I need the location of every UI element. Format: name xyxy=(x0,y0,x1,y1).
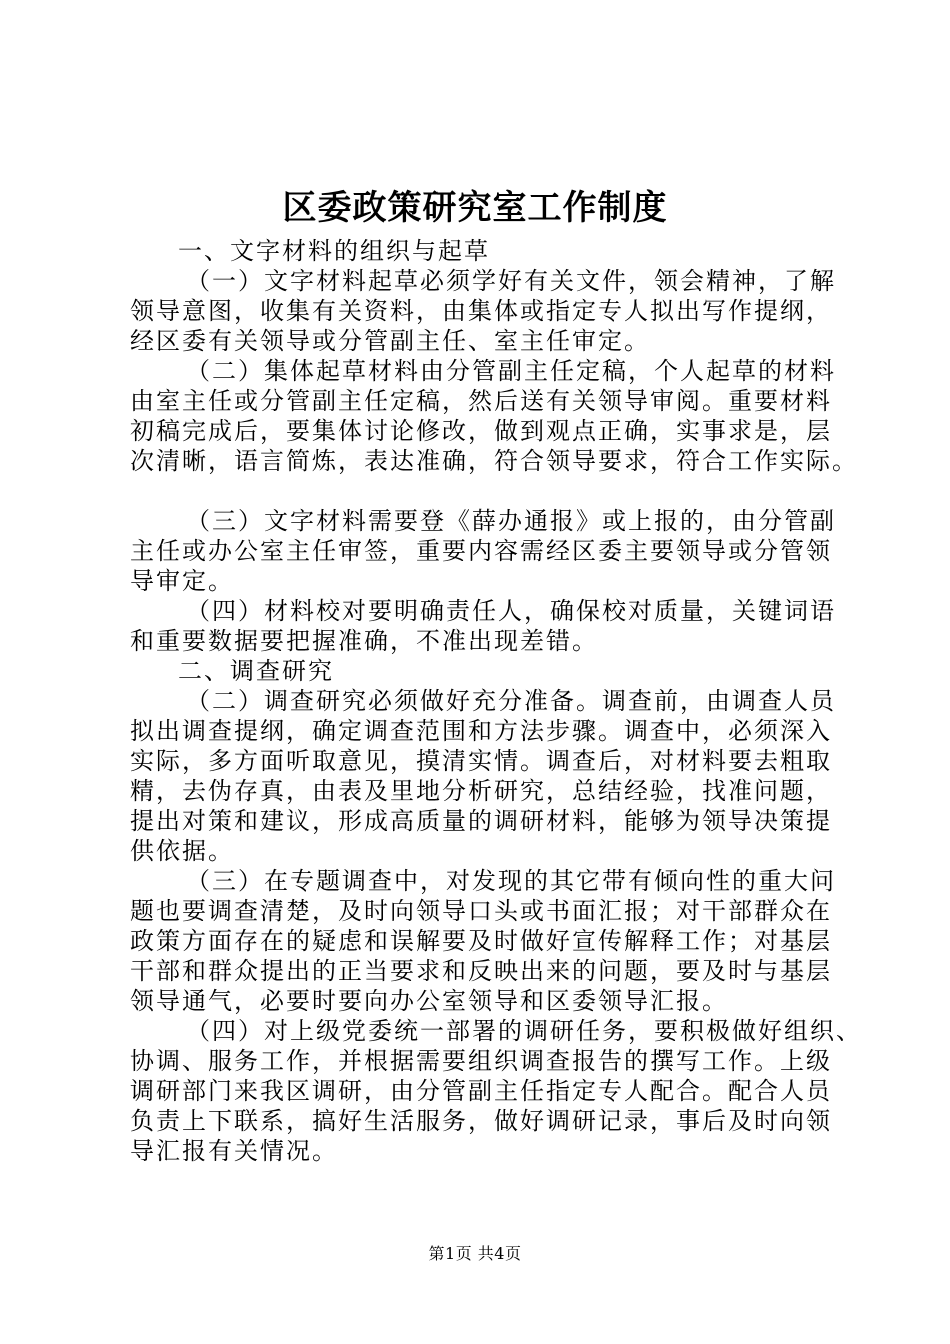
document-title: 区委政策研究室工作制度 xyxy=(282,188,668,228)
paragraph-line: 和重要数据要把握准确，不准出现差错。 xyxy=(130,627,598,655)
paragraph-line: 经区委有关领导或分管副主任、室主任审定。 xyxy=(130,327,650,355)
paragraph xyxy=(130,686,836,866)
paragraph-line: （一）文字材料起草必须学好有关文件，领会精神，了解 xyxy=(186,267,836,295)
paragraph-line: 领导通气，必要时要向办公室领导和区委领导汇报。 xyxy=(130,987,728,1015)
paragraph-line: 调研部门来我区调研，由分管副主任指定专人配合。配合人员 xyxy=(130,1077,832,1105)
paragraph-line: 导汇报有关情况。 xyxy=(130,1137,338,1165)
paragraph xyxy=(130,1016,862,1166)
paragraph-line: 主任或办公室主任审签，重要内容需经区委主要领导或分管领 xyxy=(130,537,832,565)
paragraph-line: 协调、服务工作，并根据需要组织调查报告的撰写工作。上级 xyxy=(130,1047,832,1075)
paragraph xyxy=(130,266,836,356)
paragraph-line: 负责上下联系，搞好生活服务，做好调研记录，事后及时向领 xyxy=(130,1107,832,1135)
paragraph-line: （四）对上级党委统一部署的调研任务，要积极做好组织、 xyxy=(186,1017,862,1045)
paragraph-line: （二）调查研究必须做好充分准备。调查前，由调查人员 xyxy=(186,687,836,715)
paragraph-line: 政策方面存在的疑虑和误解要及时做好宣传解释工作；对基层 xyxy=(130,927,832,955)
page-number: 第1页 共4页 xyxy=(428,1244,522,1263)
blank-line xyxy=(130,476,830,506)
paragraph xyxy=(130,866,836,1016)
paragraph-line: 实际，多方面听取意见，摸清实情。调查后，对材料要去粗取 xyxy=(130,747,832,775)
paragraph xyxy=(130,356,858,476)
heading-line: 二、调查研究 xyxy=(178,657,334,685)
paragraph-line: 提出对策和建议，形成高质量的调研材料，能够为领导决策提 xyxy=(130,807,832,835)
paragraph-line: （四）材料校对要明确责任人，确保校对质量，关键词语 xyxy=(186,597,836,625)
paragraph xyxy=(130,596,836,656)
paragraph-line: （三）在专题调查中，对发现的其它带有倾向性的重大问 xyxy=(186,867,836,895)
heading-line: 一、文字材料的组织与起草 xyxy=(178,237,490,265)
section-heading xyxy=(130,656,830,686)
paragraph-line: 次清晰，语言简炼，表达准确，符合领导要求，符合工作实际。 xyxy=(130,447,858,475)
paragraph-line: 题也要调查清楚，及时向领导口头或书面汇报；对干部群众在 xyxy=(130,897,832,925)
section-heading xyxy=(130,236,830,266)
paragraph-line: （二）集体起草材料由分管副主任定稿，个人起草的材料 xyxy=(186,357,836,385)
paragraph-line: 供依据。 xyxy=(130,837,234,865)
paragraph-line: 由室主任或分管副主任定稿，然后送有关领导审阅。重要材料 xyxy=(130,387,832,415)
paragraph-line: 领导意图，收集有关资料，由集体或指定专人拟出写作提纲， xyxy=(130,297,832,325)
document-body xyxy=(130,236,862,1166)
paragraph-line: 干部和群众提出的正当要求和反映出来的问题，要及时与基层 xyxy=(130,957,832,985)
paragraph xyxy=(130,506,836,596)
paragraph-line: 初稿完成后，要集体讨论修改，做到观点正确，实事求是，层 xyxy=(130,417,832,445)
paragraph-line: 拟出调查提纲，确定调查范围和方法步骤。调查中，必须深入 xyxy=(130,717,832,745)
paragraph-line: 导审定。 xyxy=(130,567,234,595)
paragraph-line: （三）文字材料需要登《薛办通报》或上报的，由分管副 xyxy=(186,507,836,535)
paragraph-line: 精，去伪存真，由表及里地分析研究，总结经验，找准问题， xyxy=(130,777,832,805)
